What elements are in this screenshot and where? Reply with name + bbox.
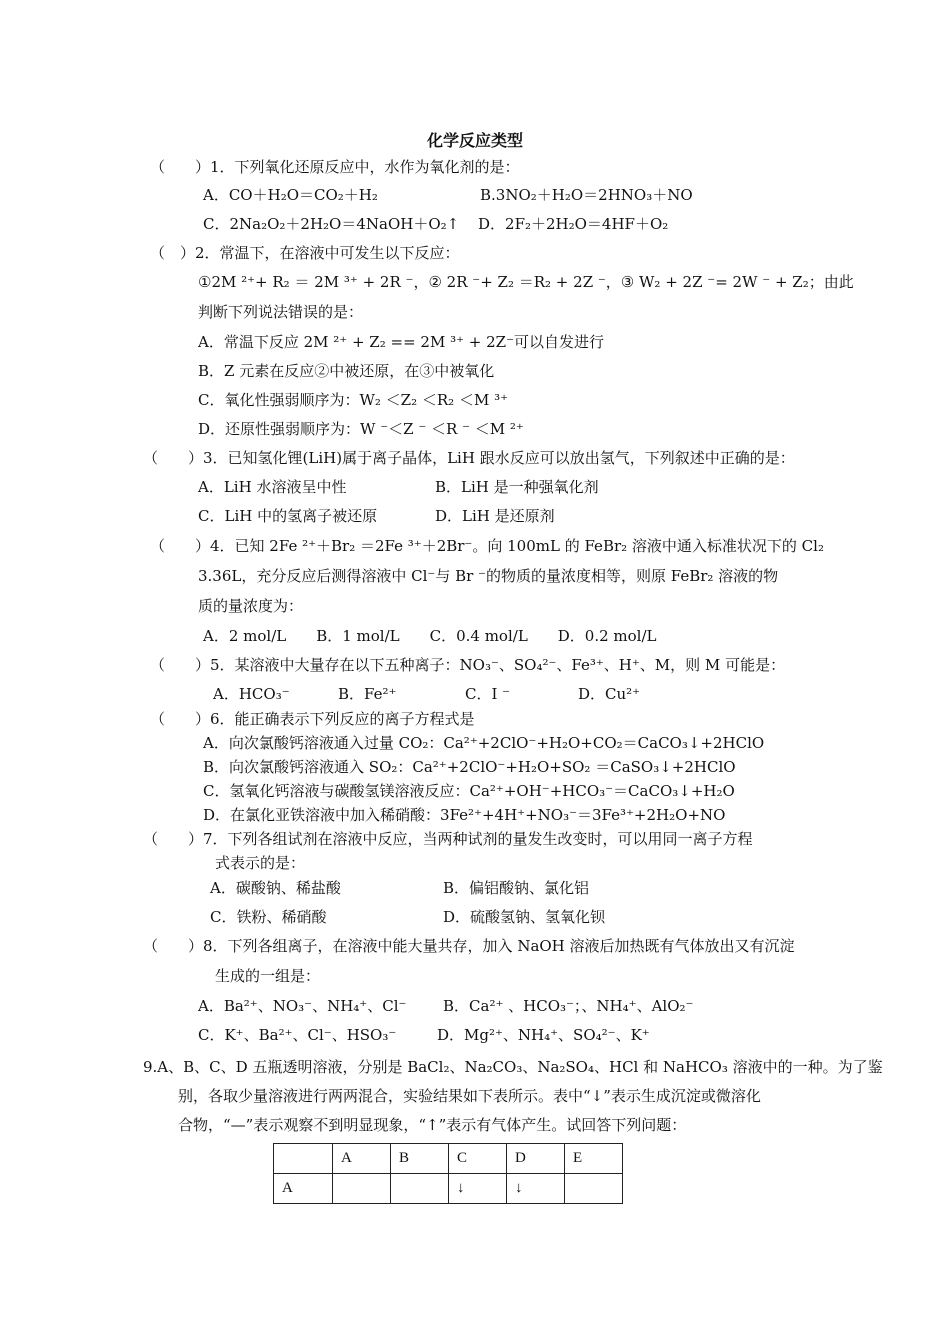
question-2: （ ）2．常温下，在溶液中可发生以下反应： (150, 244, 460, 262)
q7-option-c: C．铁粉、稀硝酸 (210, 908, 327, 926)
q8-option-b: B．Ca²⁺ 、HCO₃⁻；、NH₄⁺、AlO₂⁻ (443, 997, 694, 1015)
q1-option-c: C．2Na₂O₂＋2H₂O＝4NaOH＋O₂↑ (203, 215, 460, 233)
results-table (273, 1143, 623, 1204)
table-cell: ↓ (507, 1174, 565, 1204)
q5-option-b: B．Fe²⁺ (338, 685, 397, 703)
q5-option-d: D．Cu²⁺ (578, 685, 641, 703)
q3-option-a: A．LiH 水溶液呈中性 (198, 478, 347, 496)
table-cell (333, 1174, 391, 1204)
table-cell: D (507, 1144, 565, 1174)
q9-stem-end: 合物，“—”表示观察不到明显现象，“↑”表示有气体产生。试回答下列问题： (178, 1116, 687, 1134)
table-cell (274, 1144, 333, 1174)
table-cell: C (449, 1144, 507, 1174)
q8-option-a: A．Ba²⁺、NO₃⁻、NH₄⁺、Cl⁻ (198, 997, 407, 1015)
q2-option-c: C．氧化性强弱顺序为：W₂ ＜Z₂ ＜R₂ ＜M ³⁺ (198, 391, 509, 409)
q7-option-d: D．硫酸氢钠、氢氧化钡 (443, 908, 606, 926)
q2-option-d: D．还原性强弱顺序为：W ⁻＜Z ⁻ ＜R ⁻ ＜M ²⁺ (198, 420, 524, 438)
q3-option-b: B．LiH 是一种强氧化剂 (435, 478, 599, 496)
table-cell: ↓ (449, 1174, 507, 1204)
q8-stem-continued: 生成的一组是： (215, 967, 321, 985)
q7-option-a: A．碳酸钠、稀盐酸 (210, 879, 341, 897)
q6-option-d: D．在氯化亚铁溶液中加入稀硝酸：3Fe²⁺+4H⁺+NO₃⁻＝3Fe³⁺+2H₂O+NO (203, 806, 726, 824)
table-cell: E (565, 1144, 623, 1174)
page-title: 化学反应类型 (426, 131, 523, 150)
q3-option-c: C．LiH 中的氢离子被还原 (198, 507, 378, 525)
q7-stem-continued: 式表示的是： (215, 854, 306, 872)
question-8: （ ）8．下列各组离子，在溶液中能大量共存，加入 NaOH 溶液后加热既有气体放出又有沉淀 (143, 937, 795, 955)
question-5: （ ）5．某溶液中大量存在以下五种离子：NO₃⁻、SO₄²⁻、Fe³⁺、H⁺、M，则 M 可能是： (150, 656, 786, 674)
question-4: （ ）4．已知 2Fe ²⁺＋Br₂ ＝2Fe ³⁺＋2Br⁻。向 100mL 的 FeBr₂ 溶液中通入标准状况下的 Cl₂ (150, 537, 824, 555)
table-cell (565, 1174, 623, 1204)
q6-option-b: B．向次氯酸钙溶液通入 SO₂：Ca²⁺+2ClO⁻+H₂O+SO₂ ＝CaSO₃↓+2HClO (203, 758, 736, 776)
table-cell: A (333, 1144, 391, 1174)
table-cell (391, 1174, 449, 1204)
q9-stem-continued: 别，各取少量溶液进行两两混合，实验结果如下表所示。表中“↓”表示生成沉淀或微溶化 (178, 1087, 761, 1105)
q1-option-a: A．CO＋H₂O＝CO₂＋H₂ (203, 186, 378, 204)
table-cell: A (274, 1174, 333, 1204)
q2-reactions: ①2M ²⁺+ R₂ ＝ 2M ³⁺ + 2R ⁻，② 2R ⁻+ Z₂ ＝R₂ + 2Z ⁻，③ W₂ + 2Z ⁻= 2W ⁻ + Z₂；由此 (198, 273, 854, 291)
question-9: 9.A、B、C、D 五瓶透明溶液，分别是 BaCl₂、Na₂CO₃、Na₂SO₄、HCl 和 NaHCO₃ 溶液中的一种。为了鉴 (143, 1058, 883, 1076)
q4-stem-continued: 3.36L，充分反应后测得溶液中 Cl⁻与 Br ⁻的物质的量浓度相等，则原 FeBr₂ 溶液的物 (198, 567, 779, 585)
q2-option-a: A．常温下反应 2M ²⁺ + Z₂ == 2M ³⁺ + 2Z⁻可以自发进行 (198, 333, 605, 351)
q1-option-d: D．2F₂＋2H₂O＝4HF＋O₂ (478, 215, 669, 233)
table-row (274, 1174, 623, 1204)
q8-option-c: C．K⁺、Ba²⁺、Cl⁻、HSO₃⁻ (198, 1026, 397, 1044)
q7-option-b: B．偏铝酸钠、氯化铝 (443, 879, 590, 897)
q4-options: A．2 mol/L B．1 mol/L C．0.4 mol/L D．0.2 mol/L (203, 627, 657, 645)
q4-stem-end: 质的量浓度为： (198, 597, 304, 615)
q2-stem: 判断下列说法错误的是： (198, 303, 364, 321)
table-cell: B (391, 1144, 449, 1174)
q1-option-b: B.3NO₂＋H₂O＝2HNO₃＋NO (480, 186, 693, 204)
question-3: （ ）3．已知氢化锂(LiH)属于离子晶体，LiH 跟水反应可以放出氢气，下列叙述中正确的是： (143, 449, 795, 467)
question-1: （ ）1．下列氧化还原反应中，水作为氧化剂的是： (150, 158, 520, 176)
question-6: （ ）6．能正确表示下列反应的离子方程式是 (150, 710, 475, 728)
table-header-row (274, 1144, 623, 1174)
q5-option-a: A．HCO₃⁻ (213, 685, 290, 703)
q5-option-c: C．I ⁻ (465, 685, 511, 703)
q6-option-c: C．氢氧化钙溶液与碳酸氢镁溶液反应：Ca²⁺+OH⁻+HCO₃⁻＝CaCO₃↓+H₂O (203, 782, 735, 800)
question-7: （ ）7．下列各组试剂在溶液中反应，当两种试剂的量发生改变时，可以用同一离子方程 (143, 830, 753, 848)
q8-option-d: D．Mg²⁺、NH₄⁺、SO₄²⁻、K⁺ (437, 1026, 650, 1044)
q6-option-a: A．向次氯酸钙溶液通入过量 CO₂：Ca²⁺+2ClO⁻+H₂O+CO₂＝CaCO₃↓+2HClO (203, 734, 765, 752)
q2-option-b: B．Z 元素在反应②中被还原，在③中被氧化 (198, 362, 495, 380)
q3-option-d: D．LiH 是还原剂 (435, 507, 555, 525)
